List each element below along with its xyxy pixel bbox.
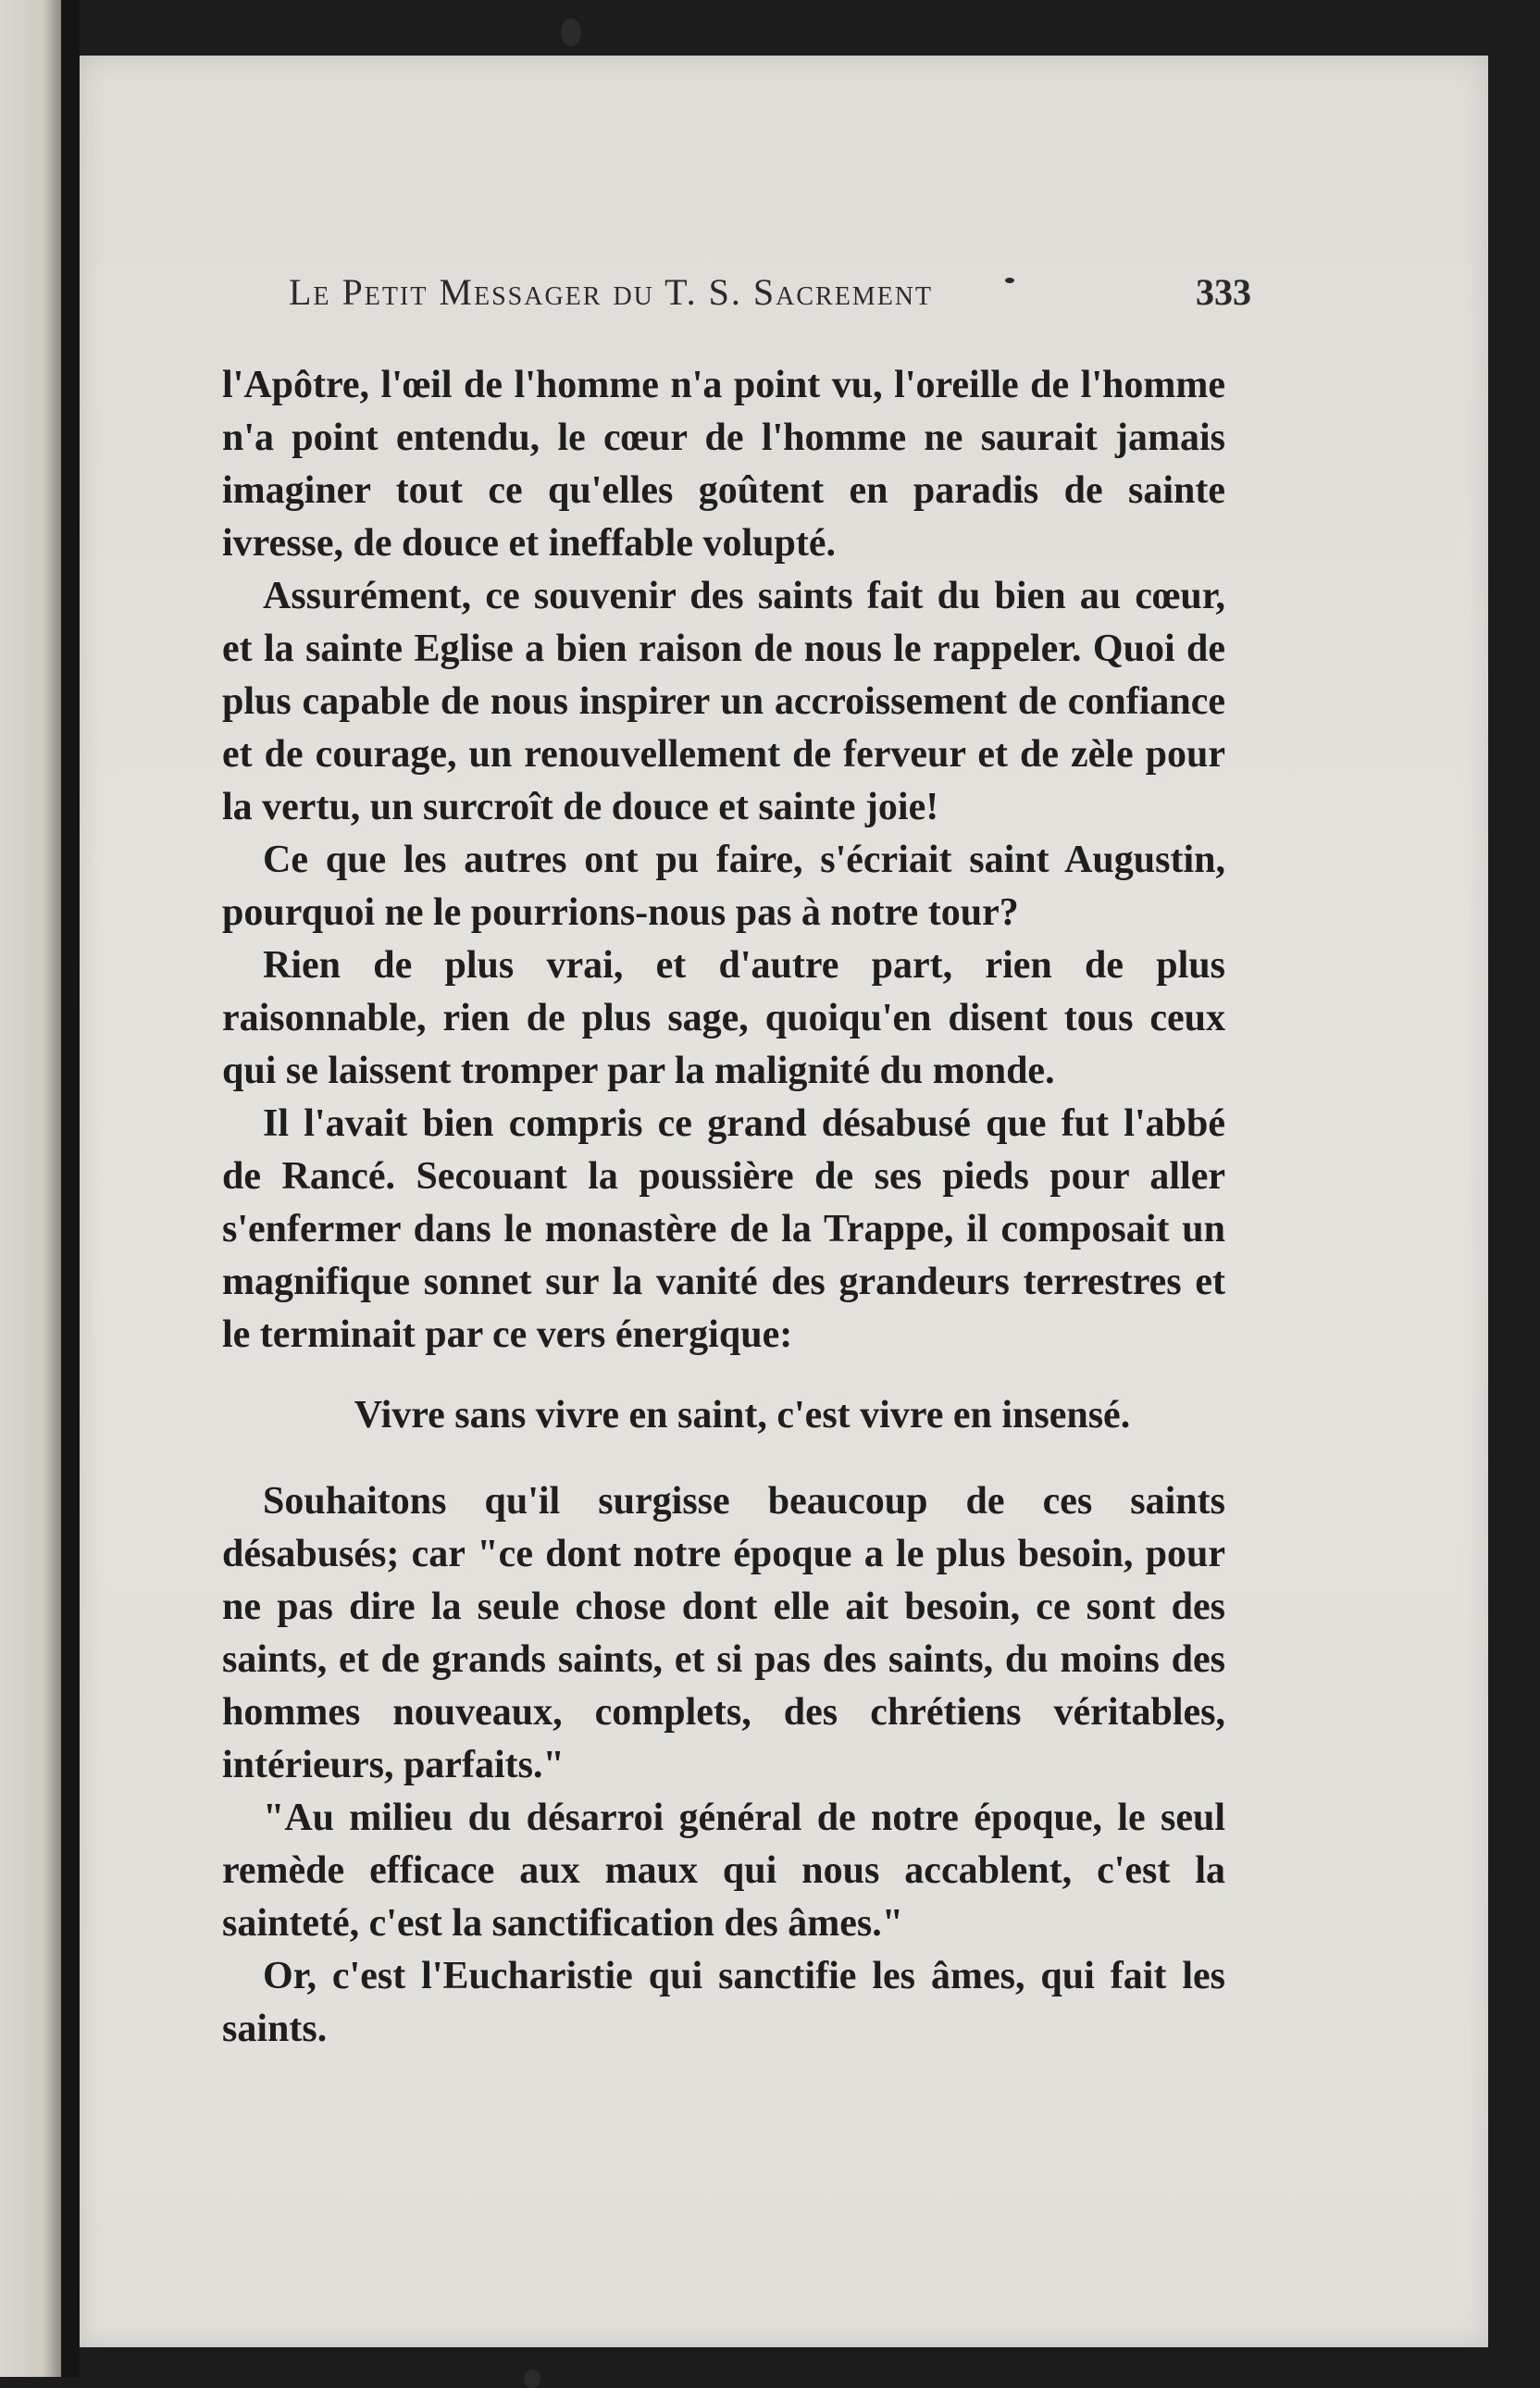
paragraph: Souhaitons qu'il surgisse beaucoup de ces saints désabusés; car "ce dont notre époque a le plus besoin, pour ne pas dire la seule chose dont elle ait besoin, ce sont des saints, et de grands saints, et si pas des saints, du moins des hommes nouveaux, complets, des chrétiens véritables, intérieurs, parfaits." [222,1480,1225,1786]
paragraph: Il l'avait bien compris ce grand désabusé que fut l'abbé de Rancé. Secouant la poussière de ses pieds pour aller s'enfermer dans le monastère de la Trappe, il composait un magnifique sonnet sur la vanité des grandeurs terrestres et le terminait par ce vers énergique: [222,1102,1225,1356]
running-title: Le Petit Messager du T. S. Sacrement [289,271,934,313]
quoted-verse: Vivre sans vivre en saint, c'est vivre en insensé. [354,1394,1131,1437]
paragraph: Or, c'est l'Eucharistie qui sanctifie les âmes, qui fait les saints. [222,1955,1225,2050]
scan-speck [561,19,581,46]
paragraph: l'Apôtre, l'œil de l'homme n'a point vu, l'oreille de l'homme n'a point entendu, le cœur de l'homme ne saurait jamais imaginer tout ce qu'elles goûtent en paradis de sainte ivresse, de douce et ineffable volupté. [222,364,1225,565]
paragraph: Assurément, ce souvenir des saints fait du bien au cœur, et la sainte Eglise a bien raison de nous le rappeler. Quoi de plus capable de nous inspirer un accroissement de confiance et de courage, un renouvellement de ferveur et de zèle pour la vertu, un surcroît de douce et sainte joie! [222,575,1225,828]
scan-speck [524,2369,540,2388]
facing-page-edge [0,0,61,2377]
paragraph: Ce que les autres ont pu faire, s'écriait saint Augustin, pourquoi ne le pourrions-nous pas à notre tour? [222,839,1225,934]
paragraph: "Au milieu du désarroi général de notre époque, le seul remède efficace aux maux qui nous accablent, c'est la sainteté, c'est la sanctification des âmes." [222,1797,1225,1945]
running-header [289,270,1251,326]
page-number: 333 [1196,271,1251,313]
book-gutter [61,0,80,2377]
page-body [222,359,1225,2056]
paragraph: Rien de plus vrai, et d'autre part, rien de plus raisonnable, rien de plus sage, quoiqu'en disent tous ceux qui se laissent tromper par la malignité du monde. [222,944,1225,1092]
